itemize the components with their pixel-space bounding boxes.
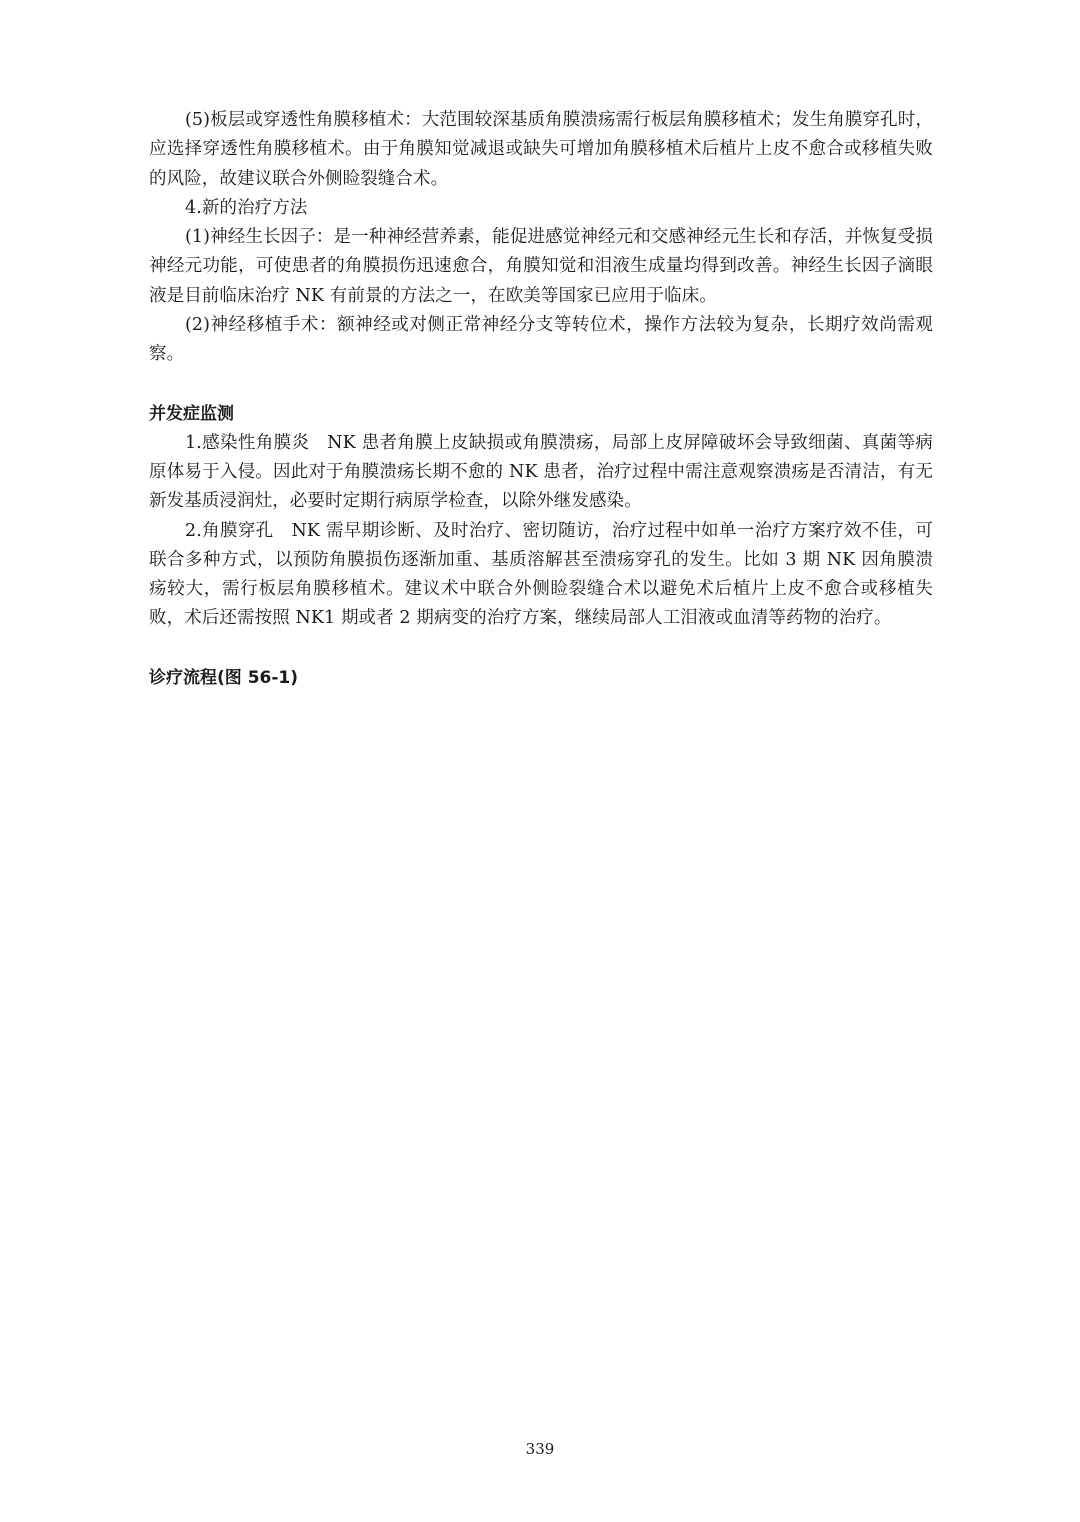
paragraph-nerve-transplant: (2)神经移植手术：额神经或对侧正常神经分支等转位术，操作方法较为复杂，长期疗效尚需观察。 [149,315,933,365]
page-number: 339 [525,1440,555,1458]
paragraph-nerve-growth-factor: (1)神经生长因子：是一种神经营养素，能促进感觉神经元和交感神经元生长和存活，并恢复受损神经元功能，可使患者的角膜损伤迅速愈合，角膜知觉和泪液生成量均得到改善。神经生长因子滴眼液是目前临床治疗 NK 有前景的方法之一，在欧美等国家已应用于临床。 [149,227,933,306]
paragraph-infectious-keratitis: 1.感染性角膜炎 NK 患者角膜上皮缺损或角膜溃疡，局部上皮屏障破坏会导致细菌、真菌等病原体易于入侵。因此对于角膜溃疡长期不愈的 NK 患者，治疗过程中需注意观察溃疡是否清洁，有无新发基质浸润灶，必要时定期行病原学检查，以除外继发感染。 [149,432,933,512]
complication-monitoring-section [149,400,933,634]
diagnosis-flow-section [149,664,933,693]
treatment-section [149,106,933,370]
section-heading-diagnosis-flow: 诊疗流程(图 56-1) [149,667,298,688]
paragraph-corneal-perforation: 2.角膜穿孔 NK 需早期诊断、及时治疗、密切随访，治疗过程中如单一治疗方案疗效不佳，可联合多种方式，以预防角膜损伤逐渐加重、基质溶解甚至溃疡穿孔的发生。比如 3 期 NK 因角膜溃疡较大，需行板层角膜移植术。建议术中联合外侧睑裂缝合术以避免术后植片上皮不愈合或移植失败，术后还需按照 NK1 期或者 2 期病变的治疗方案，继续局部人工泪液或血清等药物的治疗。 [149,520,933,629]
paragraph-lamellar-keratoplasty: (5)板层或穿透性角膜移植术：大范围较深基质角膜溃疡需行板层角膜移植术；发生角膜穿孔时，应选择穿透性角膜移植术。由于角膜知觉减退或缺失可增加角膜移植术后植片上皮不愈合或移植失败的风险，故建议联合外侧睑裂缝合术。 [149,110,933,189]
section-spacer [149,370,933,400]
section-heading-complications: 并发症监测 [149,403,234,424]
paragraph-new-therapies-title: 4.新的治疗方法 [185,197,308,218]
page-body [149,106,933,693]
section-spacer [149,634,933,664]
